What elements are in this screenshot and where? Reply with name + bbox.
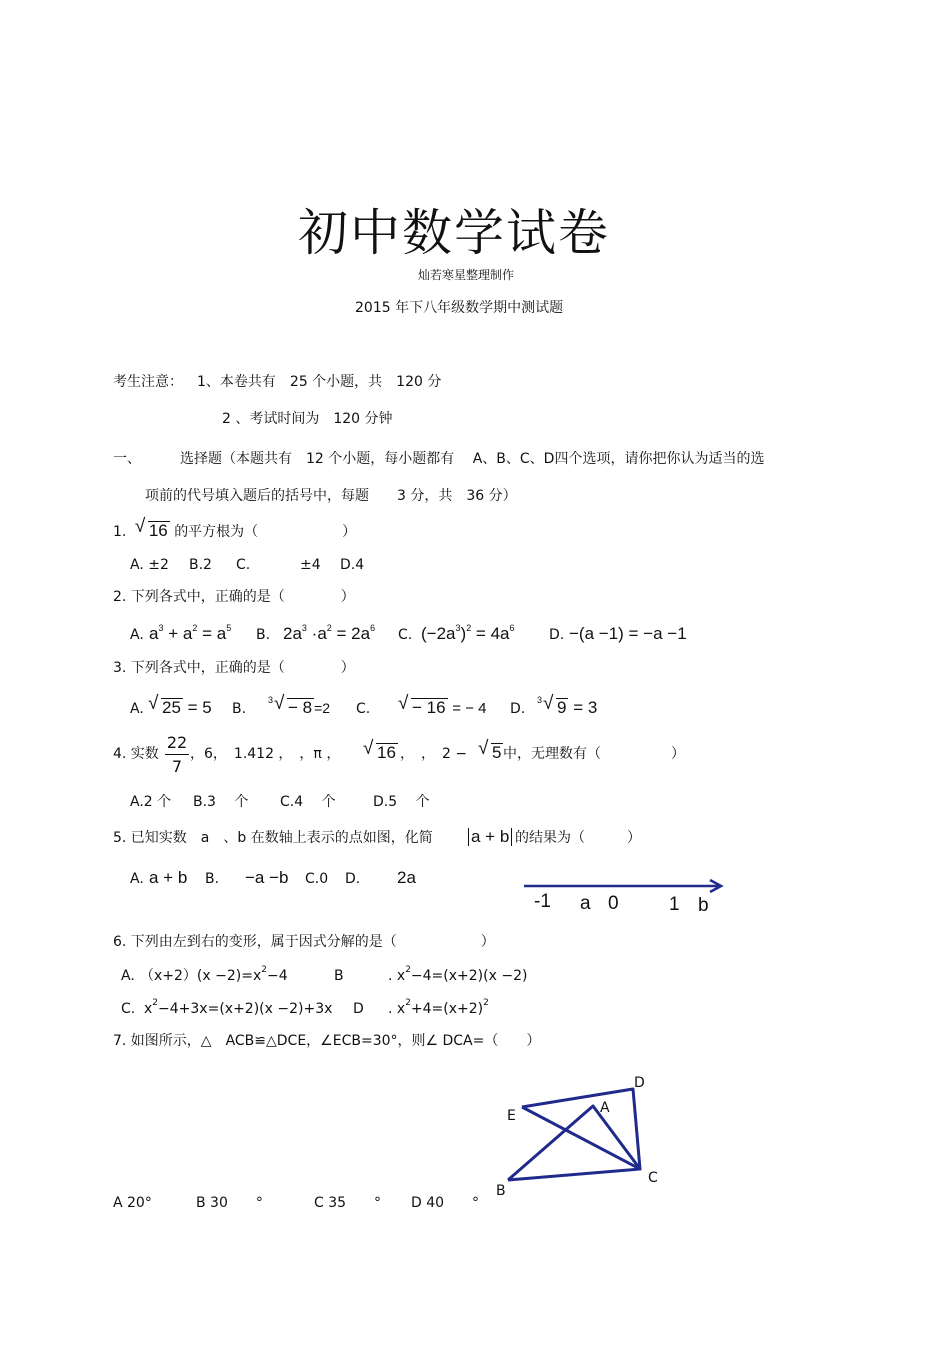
q4-radical-16 [365,743,398,762]
q1-option-d: D.4 [340,557,365,573]
q1-option-c: C. [236,557,251,573]
q6-option-b-expr: . $x^2-4=(x+2)(x -2)$ [388,965,528,984]
q3-option-a-label: A. [130,701,144,717]
q5-stem-b: 的结果为（ ） [515,830,641,846]
number-line-label-minus-one: -1 [534,891,551,912]
notice-item-2: 2 、考试时间为 120 分钟 [222,411,393,427]
q3-option-b-label: B. [232,701,247,717]
q4-option-b: B.3 个 [193,794,249,810]
point-label-b: B [496,1183,506,1199]
q3-option-c-expr [400,698,487,718]
q4-fraction-bar [165,754,189,755]
q1-stem-text: 的平方根为（ ） [174,524,357,540]
number-line-label-zero: 0 [608,893,619,914]
q4-prefix: 4. 实数 [113,746,159,762]
point-label-e: E [507,1108,516,1124]
q3-option-d-expr [537,695,598,717]
q5-option-c: C.0 [305,871,329,887]
q6-option-d-label: D [353,1001,364,1017]
q2-option-b-label: B. [256,627,271,643]
q4-radicand-5: 5 [492,743,502,762]
q2-option-c-label: C. [398,627,413,643]
q3-option-d-label: D. [510,701,526,717]
q5-option-d-label: D. [345,871,361,887]
q6-option-b-label: B [334,968,344,984]
q3-stem: 3. 下列各式中，正确的是（ ） [113,660,355,676]
number-line-label-one: 1 [669,894,680,915]
q4-option-d: D.5 个 [373,794,430,810]
q2-option-d-label: D. [549,627,565,643]
number-line-label-a: a [580,893,591,914]
q7-option-a: A 20° [113,1195,152,1211]
q3-d-result: = 3 [573,698,598,717]
q3-c-result: = − 4 [452,700,487,717]
q3-b-result: =2 [314,700,331,716]
point-label-c: C [648,1170,658,1186]
q2-option-a-expr: $a^3 + a^2 = a^5$ [149,623,232,643]
q1-option-a: A. ±2 [130,557,169,573]
q7-option-b: B 30 ° [196,1195,263,1211]
q3-a-result: = 5 [187,698,212,717]
q6-option-a-expr: $(x+2)(x -2)=x^2-4$ [140,965,288,984]
q3-d-radicand: 9 [557,698,567,717]
q3-a-radicand: 25 [162,698,181,717]
q4-list-1: ，6， 1.412 ， ，π ， [190,746,341,762]
q3-option-a-expr [150,698,212,717]
q7-option-d: D 40 ° [411,1195,480,1211]
q2-stem: 2. 下列各式中，正确的是（ ） [113,589,355,605]
triangle-acb [508,1106,640,1180]
congruent-triangles-figure [500,1080,660,1205]
number-line-label-b: b [698,895,709,916]
q1-option-b: B.2 [189,557,212,573]
section-instructions-line2: 项前的代号填入题后的括号中，每题 3 分，共 36 分） [145,488,517,504]
point-label-a: A [600,1100,610,1116]
q5-option-d-expr: 2a [397,868,416,887]
q4-option-c: C.4 个 [280,794,336,810]
section-number: 一、 [113,451,141,467]
q6-option-c-expr: $x^2-4+3x=(x+2)(x -2)+3x$ [144,998,333,1017]
q5-option-b-expr: −a −b [245,868,289,887]
q1-option-c-value: ±4 [300,557,321,573]
point-label-d: D [634,1075,645,1091]
q5-stem-a: 5. 已知实数 a 、b 在数轴上表示的点如图，化简 [113,830,433,846]
q4-list-2: ， ， 2 − [400,746,468,762]
q3-option-b-expr [268,695,331,717]
notice-label: 考生注意： [113,374,183,390]
q3-option-c-label: C. [356,701,371,717]
q5-option-b-label: B. [205,871,220,887]
q1-radical [137,521,170,540]
q2-option-c-expr: $(-2a^3)^2 = 4a^6$ [421,623,515,643]
q5-option-a-label: A. [130,871,144,887]
q2-option-b-expr: $2a^3 \cdot a^2 = 2a^6$ [283,623,376,643]
q6-stem: 6. 下列由左到右的变形，属于因式分解的是（ ） [113,934,495,950]
q1-number: 1. [113,524,127,540]
q2-option-d-expr: −(a −1) = −a −1 [569,624,687,643]
triangle-dce [522,1089,640,1169]
q4-fraction [165,733,189,776]
q4-option-a: A.2 个 [130,794,172,810]
q4-radicand-16: 16 [377,743,396,762]
notice-item-1: 1、本卷共有 25 个小题，共 120 分 [197,374,442,390]
q4-fraction-denominator: 7 [171,757,183,776]
q6-option-a-label: A. [121,968,135,984]
q7-stem: 7. 如图所示，△ ACB≌△DCE，∠ECB=30°，则∠ DCA=（ ） [113,1033,541,1049]
section-instructions-line1: 选择题（本题共有 12 个小题，每小题都有 A、B、C、D四个选项，请你把你认为适当的选 [180,451,765,467]
number-line [520,876,730,896]
q1-radicand: 16 [148,521,168,540]
q4-radical-5 [480,743,503,762]
question-1 [113,521,356,541]
q5-abs-expr: a + b [468,828,512,846]
q3-c-radicand: − 16 [412,698,446,717]
q3-b-radicand: − 8 [288,698,313,717]
q3-d-index: √ 3 [537,695,543,705]
exam-name: 2015 年下八年级数学期中测试题 [355,300,564,316]
q4-suffix: 中，无理数有（ ） [503,746,685,762]
document-title: 初中数学试卷 [298,204,610,262]
q7-option-c: C 35 ° [314,1195,382,1211]
q3-b-index: √ 3 [268,695,274,705]
q5-option-a-expr: a + b [149,868,188,887]
q2-option-a-label: A. [130,627,144,643]
q6-option-d-expr: . $x^2+4=(x+2)^2$ [388,998,489,1017]
author-line: 灿若寒星整理制作 [418,268,515,282]
q6-option-c-label: C. [121,1001,136,1017]
q4-fraction-numerator: 22 [166,733,188,752]
